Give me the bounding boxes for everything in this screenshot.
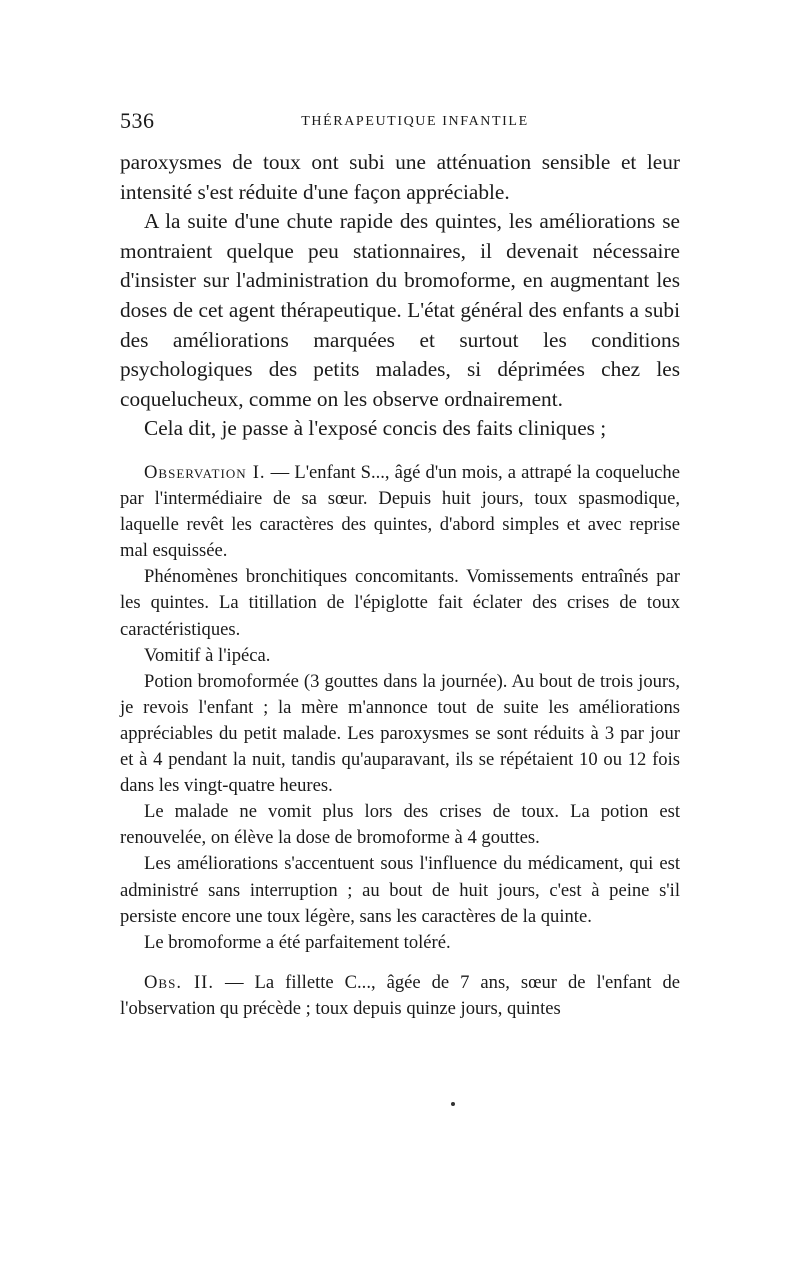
observation-2-label: Obs. II. [144,971,214,993]
observation-2-text: — La fillette C..., âgée de 7 ans, sœur de l'enfant de l'observation qu précède ; toux depuis quinze jours, quintes [120,971,680,1019]
paragraph: Le bromoforme a été parfaitement toléré. [144,931,451,953]
main-text [120,148,680,444]
print-speck [451,1102,455,1106]
observation-1-paragraph [120,460,680,564]
paragraph: Phénomènes bronchitiques concomitants. Vomissements entraînés par les quintes. La titillation de l'épiglotte fait éclater des crises de toux caractéristiques. [120,566,680,640]
paragraph: Le malade ne vomit plus lors des crises de toux. La potion est renouvelée, on élève la dose de bromoforme à 4 gouttes. [120,801,680,849]
page-number: 536 [120,108,155,133]
paragraph: Les améliorations s'accentuent sous l'influence du médicament, qui est administré sans interruption ; au bout de huit jours, c'est à peine s'il persiste encore une toux légère, sans les caractères de la quinte. [120,853,680,927]
observation-1-label: Observation I. [144,462,266,483]
observation-1-text: — L'enfant S..., âgé d'un mois, a attrapé la coqueluche par l'intermédiaire de sa sœur. Depuis huit jours, toux spasmodique, laquelle revêt les caractères des quintes, d'abord simples et avec reprise mal esquissée. [120,462,680,562]
paragraph: Cela dit, je passe à l'exposé concis des faits cliniques ; [144,416,607,441]
paragraph: Vomitif à l'ipéca. [144,644,271,666]
page-header [120,108,680,138]
paragraph-continuation: paroxysmes de toux ont subi une atténuation sensible et leur intensité s'est réduite d'une façon appréciable. [120,150,680,204]
paragraph: Potion bromoformée (3 gouttes dans la journée). Au bout de trois jours, je revois l'enfant ; la mère m'annonce tout de suite les améliorations appréciables du petit malade. Les paroxysmes se sont réduits à 3 par jour et à 4 pendant la nuit, tandis qu'auparavant, ils se répétaient 10 ou 12 fois dans les vingt-quatre heures. [120,670,680,797]
running-head: THÉRAPEUTIQUE INFANTILE [301,114,529,129]
observations-section [120,460,680,1022]
observation-2-paragraph [120,970,680,1022]
paragraph: A la suite d'une chute rapide des quintes, les améliorations se montraient quelque peu stationnaires, il devenait nécessaire d'insister sur l'administration du bromoforme, en augmentant les doses de cet agent thérapeutique. L'état général des enfants a subi des améliorations marquées et surtout les conditions psychologiques des petits malades, si déprimées chez les coquelucheux, comme on les observe ordnairement. [120,209,680,411]
